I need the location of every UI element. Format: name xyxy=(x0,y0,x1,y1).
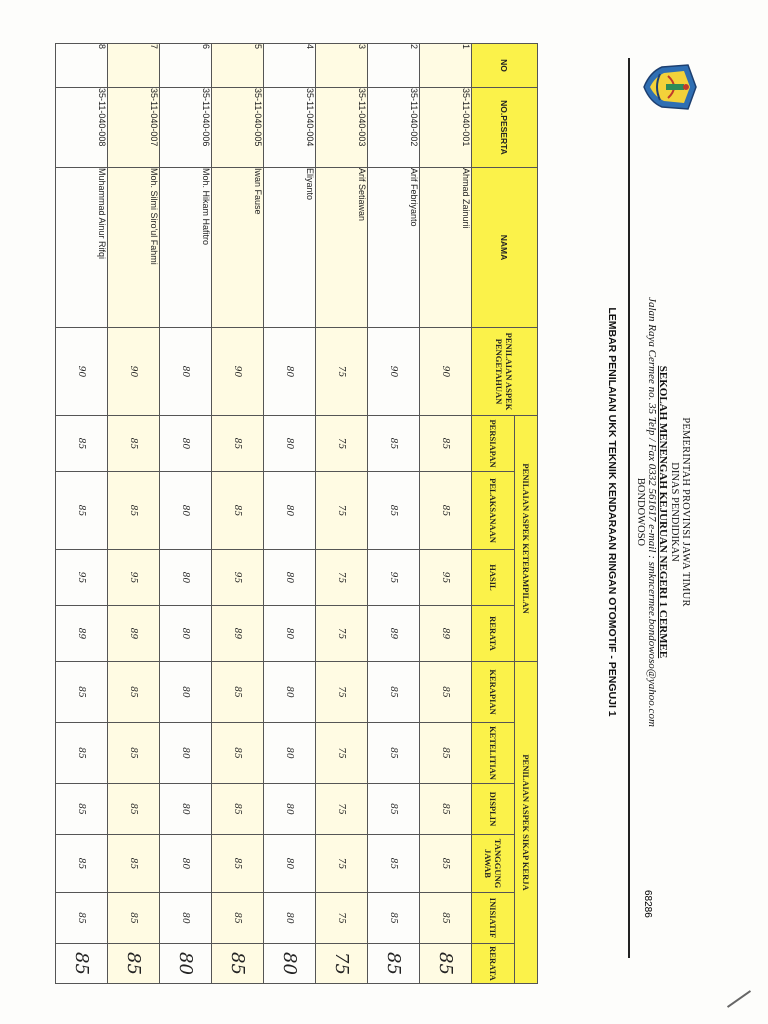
score-cell: 85 xyxy=(108,893,160,944)
col-implementation: PELAKSANAAN xyxy=(472,472,515,550)
score-cell: 85 xyxy=(56,472,108,550)
score-cell: 85 xyxy=(420,723,472,784)
score-cell: 80 xyxy=(160,416,212,472)
table-row xyxy=(368,44,420,984)
score-cell: 85 xyxy=(368,416,420,472)
score-cell: 90 xyxy=(368,328,420,416)
row-number: 4 xyxy=(264,44,316,88)
score-cell: 75 xyxy=(316,472,368,550)
participant-number: 35-11-040-008 xyxy=(56,88,108,168)
col-name: NAMA xyxy=(472,168,538,328)
sheet-title: LEMBAR PENILAIAN UKK TEKNIK KENDARAAN RINGAN OTOMOTIF - PENGUJI 1 xyxy=(606,307,618,717)
participant-number: 35-11-040-003 xyxy=(316,88,368,168)
col-skills-average: RERATA xyxy=(472,606,515,662)
row-number: 2 xyxy=(368,44,420,88)
score-cell: 80 xyxy=(160,328,212,416)
score-cell: 90 xyxy=(108,328,160,416)
table-row xyxy=(420,44,472,984)
participant-name: Iwan Fause xyxy=(212,168,264,328)
score-cell: 75 xyxy=(316,416,368,472)
participant-number: 35-11-040-005 xyxy=(212,88,264,168)
row-number: 7 xyxy=(108,44,160,88)
col-knowledge-score: PENILAIAN ASPEK PENGETAHUAN xyxy=(472,328,538,416)
score-cell: 85 xyxy=(56,893,108,944)
score-cell: 85 xyxy=(56,944,108,984)
score-cell: 85 xyxy=(108,472,160,550)
score-cell: 85 xyxy=(420,944,472,984)
score-cell: 85 xyxy=(368,944,420,984)
participant-number: 35-11-040-004 xyxy=(264,88,316,168)
score-cell: 80 xyxy=(160,835,212,893)
score-cell: 85 xyxy=(56,723,108,784)
row-number: 6 xyxy=(160,44,212,88)
score-cell: 80 xyxy=(264,416,316,472)
participant-name: Eliyanto xyxy=(264,168,316,328)
score-cell: 80 xyxy=(264,472,316,550)
school-city: BONDOWOSO xyxy=(635,477,646,547)
score-cell: 85 xyxy=(108,944,160,984)
score-cell: 85 xyxy=(368,662,420,723)
score-cell: 85 xyxy=(212,662,264,723)
table-row xyxy=(56,44,108,984)
score-cell: 75 xyxy=(316,606,368,662)
score-cell: 85 xyxy=(212,416,264,472)
score-cell: 85 xyxy=(368,893,420,944)
score-cell: 80 xyxy=(160,606,212,662)
score-cell: 85 xyxy=(420,662,472,723)
score-cell: 85 xyxy=(212,893,264,944)
score-cell: 85 xyxy=(108,835,160,893)
score-cell: 80 xyxy=(160,472,212,550)
school-name: SEKOLAH MENENGAH KEJURUAN NEGERI 1 CERMEE xyxy=(657,365,669,659)
participant-name: Arif Setiawan xyxy=(316,168,368,328)
col-discipline: DISPLIN xyxy=(472,784,515,835)
score-cell: 80 xyxy=(264,723,316,784)
score-cell: 95 xyxy=(368,550,420,606)
letterhead-divider xyxy=(628,58,630,958)
col-group-skills: PENILAIAN ASPEK KETERAMPILAN xyxy=(515,416,538,662)
score-cell: 75 xyxy=(316,835,368,893)
corner-mark xyxy=(727,990,751,1008)
table-row xyxy=(212,44,264,984)
score-cell: 85 xyxy=(368,784,420,835)
score-cell: 75 xyxy=(316,944,368,984)
score-cell: 85 xyxy=(56,662,108,723)
table-row xyxy=(108,44,160,984)
col-responsibility: TANGGUNG JAWAB xyxy=(472,835,515,893)
col-preparation: PERSIAPAN xyxy=(472,416,515,472)
score-cell: 75 xyxy=(316,893,368,944)
score-cell: 80 xyxy=(264,784,316,835)
row-number: 1 xyxy=(420,44,472,88)
table-row xyxy=(264,44,316,984)
score-cell: 95 xyxy=(108,550,160,606)
participant-name: Arif Febriyanto xyxy=(368,168,420,328)
postal-code: 68286 xyxy=(642,890,653,918)
score-cell: 80 xyxy=(264,662,316,723)
score-cell: 90 xyxy=(56,328,108,416)
participant-number: 35-11-040-001 xyxy=(420,88,472,168)
row-number: 3 xyxy=(316,44,368,88)
table-row xyxy=(316,44,368,984)
score-cell: 85 xyxy=(212,723,264,784)
score-cell: 89 xyxy=(56,606,108,662)
score-cell: 85 xyxy=(108,784,160,835)
score-cell: 80 xyxy=(264,944,316,984)
score-cell: 85 xyxy=(212,472,264,550)
score-cell: 89 xyxy=(108,606,160,662)
table-row xyxy=(160,44,212,984)
assessment-table xyxy=(55,43,538,984)
score-cell: 85 xyxy=(368,472,420,550)
score-cell: 85 xyxy=(420,472,472,550)
score-cell: 80 xyxy=(160,893,212,944)
participant-name: Muhammad Ainur Rifqi xyxy=(56,168,108,328)
score-cell: 75 xyxy=(316,723,368,784)
participant-name: Moh. Hikam Hafitro xyxy=(160,168,212,328)
score-cell: 85 xyxy=(420,784,472,835)
participant-number: 35-11-040-007 xyxy=(108,88,160,168)
col-accuracy: KETELITIAN xyxy=(472,723,515,784)
col-initiative: INISIATIF xyxy=(472,893,515,944)
score-cell: 75 xyxy=(316,328,368,416)
row-number: 5 xyxy=(212,44,264,88)
score-cell: 90 xyxy=(420,328,472,416)
score-cell: 85 xyxy=(56,416,108,472)
score-cell: 80 xyxy=(160,550,212,606)
score-cell: 80 xyxy=(160,784,212,835)
score-cell: 85 xyxy=(212,835,264,893)
score-cell: 85 xyxy=(368,835,420,893)
score-cell: 85 xyxy=(108,416,160,472)
score-cell: 89 xyxy=(368,606,420,662)
col-result: HASIL xyxy=(472,550,515,606)
participant-name: Ahmad Zainurii xyxy=(420,168,472,328)
score-cell: 85 xyxy=(368,723,420,784)
score-cell: 80 xyxy=(264,550,316,606)
department-name: DINAS PENDIDIKAN xyxy=(669,462,680,562)
score-cell: 89 xyxy=(420,606,472,662)
score-cell: 85 xyxy=(212,944,264,984)
score-cell: 85 xyxy=(108,723,160,784)
score-cell: 75 xyxy=(316,662,368,723)
col-neatness: KERAPIAN xyxy=(472,662,515,723)
col-group-attitude: PENILAIAN ASPEK SIKAP KERJA xyxy=(515,662,538,984)
score-cell: 75 xyxy=(316,784,368,835)
score-cell: 80 xyxy=(264,328,316,416)
score-cell: 80 xyxy=(264,835,316,893)
col-no: NO xyxy=(472,44,538,88)
score-cell: 85 xyxy=(420,893,472,944)
participant-number: 35-11-040-002 xyxy=(368,88,420,168)
participant-name: Moh. Silmi Siro'ul Fahmi xyxy=(108,168,160,328)
score-cell: 85 xyxy=(108,662,160,723)
score-cell: 85 xyxy=(56,835,108,893)
col-attitude-average: RERATA xyxy=(472,944,515,984)
score-cell: 95 xyxy=(56,550,108,606)
score-cell: 90 xyxy=(212,328,264,416)
score-cell: 80 xyxy=(264,606,316,662)
government-name: PEMERINTAH PROVINSI JAWA TIMUR xyxy=(680,417,691,607)
score-cell: 95 xyxy=(420,550,472,606)
score-cell: 85 xyxy=(420,835,472,893)
score-cell: 89 xyxy=(212,606,264,662)
school-address: Jalan Raya Cermee no. 35 Telp / Fax 0332 561617 e-mail : smkncermee.bondowoso@yahoo.com xyxy=(646,297,658,727)
score-cell: 80 xyxy=(160,723,212,784)
row-number: 8 xyxy=(56,44,108,88)
col-participant-number: NO.PESERTA xyxy=(472,88,538,168)
score-cell: 95 xyxy=(212,550,264,606)
score-cell: 75 xyxy=(316,550,368,606)
score-cell: 80 xyxy=(160,944,212,984)
participant-number: 35-11-040-006 xyxy=(160,88,212,168)
score-cell: 85 xyxy=(420,416,472,472)
score-cell: 85 xyxy=(56,784,108,835)
score-cell: 85 xyxy=(212,784,264,835)
score-cell: 80 xyxy=(264,893,316,944)
score-cell: 80 xyxy=(160,662,212,723)
